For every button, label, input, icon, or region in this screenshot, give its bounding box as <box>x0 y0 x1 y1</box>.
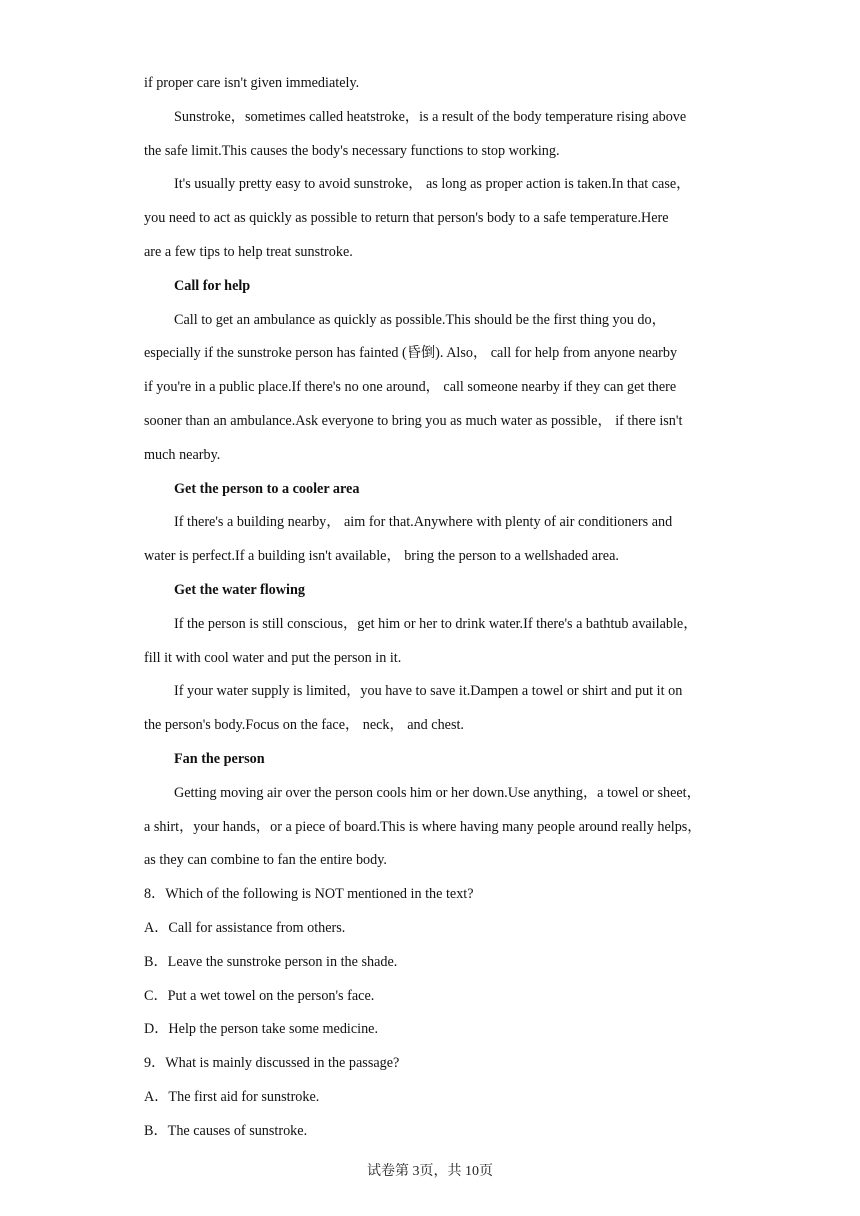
text-line: 9．What is mainly discussed in the passage? <box>144 1055 400 1072</box>
text-line: much nearby. <box>144 446 221 463</box>
text-line: If there's a building nearby， aim for that.Anywhere with plenty of air conditioners and <box>174 514 673 531</box>
section-heading: Get the water flowing <box>174 581 305 598</box>
text-line: sooner than an ambulance.Ask everyone to bring you as much water as possible， if there isn't <box>144 412 683 429</box>
text-line: D．Help the person take some medicine. <box>144 1021 379 1038</box>
text-line: water is perfect.If a building isn't available， bring the person to a wellshaded area. <box>144 548 619 565</box>
text-line: if you're in a public place.If there's no one around， call someone nearby if they can get there <box>144 379 677 396</box>
text-line: fill it with cool water and put the person in it. <box>144 649 402 666</box>
section-heading: Get the person to a cooler area <box>174 480 360 497</box>
text-line: B．Leave the sunstroke person in the shade. <box>144 953 398 970</box>
text-line: B．The causes of sunstroke. <box>144 1122 308 1139</box>
text-line: you need to act as quickly as possible to return that person's body to a safe temperature.Here <box>144 210 669 227</box>
document-body <box>144 70 722 1152</box>
text-line: If your water supply is limited，you have to save it.Dampen a towel or shirt and put it on <box>174 683 683 700</box>
text-line: It's usually pretty easy to avoid sunstroke， as long as proper action is taken.In that case， <box>174 176 691 193</box>
text-line: Call to get an ambulance as quickly as possible.This should be the first thing you do， <box>174 311 666 328</box>
text-line: If the person is still conscious，get him or her to drink water.If there's a bathtub available， <box>174 615 698 632</box>
section-heading: Call for help <box>174 277 251 294</box>
text-line: 8．Which of the following is NOT mentioned in the text? <box>144 886 474 903</box>
text-line: as they can combine to fan the entire body. <box>144 852 387 869</box>
text-line: A．The first aid for sunstroke. <box>144 1088 320 1105</box>
text-line: Sunstroke，sometimes called heatstroke，is a result of the body temperature rising above <box>174 108 687 125</box>
section-heading: Fan the person <box>174 750 265 767</box>
text-line: if proper care isn't given immediately. <box>144 75 360 91</box>
text-line: a shirt，your hands，or a piece of board.This is where having many people around really helps， <box>144 818 702 835</box>
text-line: are a few tips to help treat sunstroke. <box>144 243 353 260</box>
page-footer: 试卷第 3页，共 10页 <box>367 1164 493 1179</box>
text-line: A．Call for assistance from others. <box>144 919 346 936</box>
text-line: Getting moving air over the person cools him or her down.Use anything，a towel or sheet， <box>174 784 701 801</box>
text-line: C．Put a wet towel on the person's face. <box>144 987 375 1004</box>
text-line: the person's body.Focus on the face， neck， and chest. <box>144 717 464 734</box>
text-line: especially if the sunstroke person has fainted (昏倒). Also， call for help from anyone nearby <box>144 345 678 362</box>
text-line: the safe limit.This causes the body's necessary functions to stop working. <box>144 142 560 159</box>
